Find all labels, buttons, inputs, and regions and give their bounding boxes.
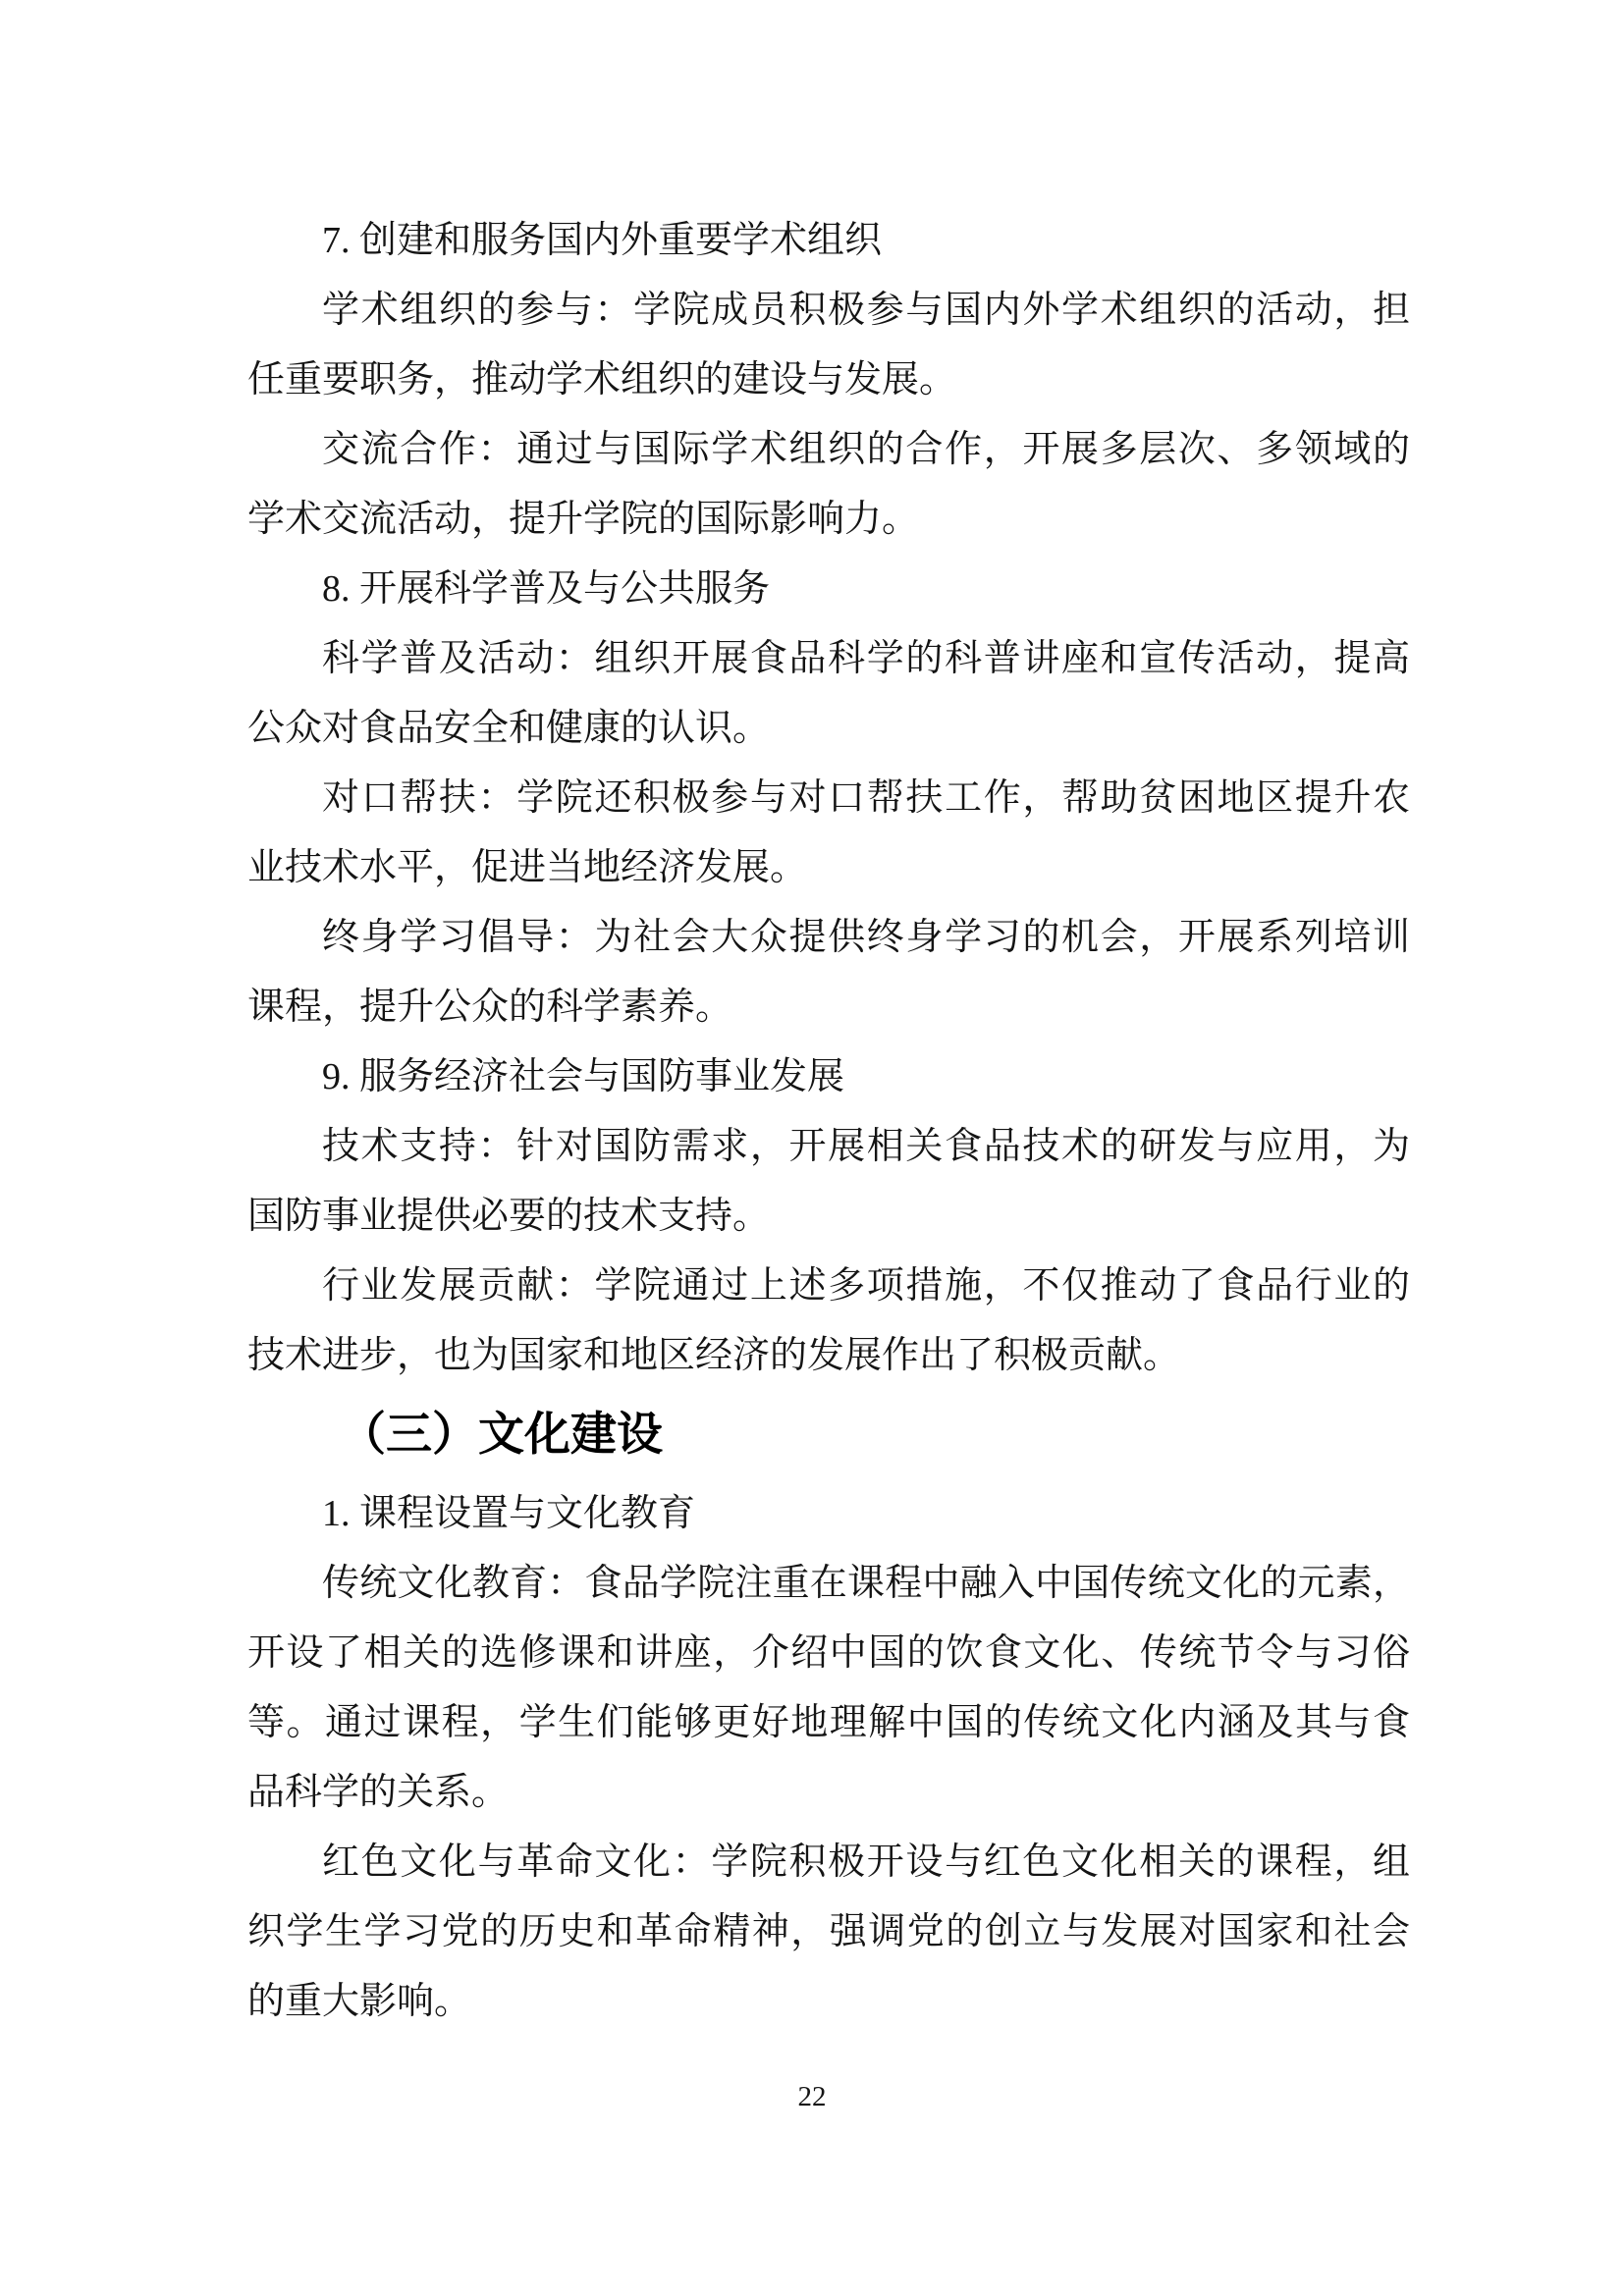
text-line: 等。通过课程，学生们能够更好地理解中国的传统文化内涵及其与食 [247, 1702, 1410, 1743]
text-line: 传统文化教育：食品学院注重在课程中融入中国传统文化的元素， [322, 1563, 1410, 1604]
text-line: 品科学的关系。 [247, 1772, 510, 1813]
text-line: 9. 服务经济社会与国防事业发展 [322, 1056, 845, 1097]
text-line: 织学生学习党的历史和革命精神，强调党的创立与发展对国家和社会 [247, 1911, 1410, 1952]
paragraph-numbered-9 [247, 1042, 1410, 1112]
section-heading [247, 1391, 1410, 1479]
paragraph-body [247, 1252, 1410, 1391]
paragraph-body [247, 624, 1410, 764]
paragraph-numbered-7 [247, 206, 1410, 276]
text-line: 终身学习倡导：为社会大众提供终身学习的机会，开展系列培训 [322, 917, 1410, 958]
paragraph-body [247, 1112, 1410, 1252]
text-line: 国防事业提供必要的技术支持。 [247, 1196, 771, 1237]
text-line: 技术支持：针对国防需求，开展相关食品技术的研发与应用，为 [322, 1126, 1410, 1167]
paragraph-body [247, 1549, 1410, 1828]
text-line: 学术交流活动，提升学院的国际影响力。 [247, 499, 920, 540]
paragraph-body [247, 415, 1410, 555]
text-line: 7. 创建和服务国内外重要学术组织 [322, 220, 883, 261]
text-line: 任重要职务，推动学术组织的建设与发展。 [247, 359, 957, 400]
text-line: 交流合作：通过与国际学术组织的合作，开展多层次、多领域的 [322, 429, 1410, 470]
text-line: 红色文化与革命文化：学院积极开设与红色文化相关的课程，组 [322, 1842, 1410, 1883]
text-line: 1. 课程设置与文化教育 [322, 1493, 696, 1534]
text-line: 公众对食品安全和健康的认识。 [247, 708, 771, 749]
paragraph-numbered-1 [247, 1479, 1410, 1549]
text-line: 8. 开展科学普及与公共服务 [322, 568, 771, 610]
text-line: 科学普及活动：组织开展食品科学的科普讲座和宣传活动，提高 [322, 638, 1410, 679]
text-line: 学术组织的参与：学院成员积极参与国内外学术组织的活动，担 [322, 290, 1410, 331]
paragraph-body [247, 903, 1410, 1042]
page-number: 22 [797, 2081, 827, 2112]
text-line: 对口帮扶：学院还积极参与对口帮扶工作，帮助贫困地区提升农 [322, 777, 1410, 819]
text-line: 行业发展贡献：学院通过上述多项措施，不仅推动了食品行业的 [322, 1265, 1410, 1307]
text-line: 技术进步，也为国家和地区经济的发展作出了积极贡献。 [247, 1335, 1181, 1376]
section-heading-text: （三）文化建设 [340, 1410, 663, 1461]
text-line: 开设了相关的选修课和讲座，介绍中国的饮食文化、传统节令与习俗 [247, 1632, 1410, 1674]
paragraph-body [247, 1828, 1410, 2037]
text-line: 课程，提升公众的科学素养。 [247, 987, 733, 1028]
paragraph-numbered-8 [247, 555, 1410, 624]
page-content [247, 206, 1410, 2037]
text-line: 的重大影响。 [247, 1981, 472, 2022]
text-line: 业技术水平，促进当地经济发展。 [247, 847, 808, 888]
paragraph-body [247, 764, 1410, 903]
paragraph-body [247, 276, 1410, 415]
